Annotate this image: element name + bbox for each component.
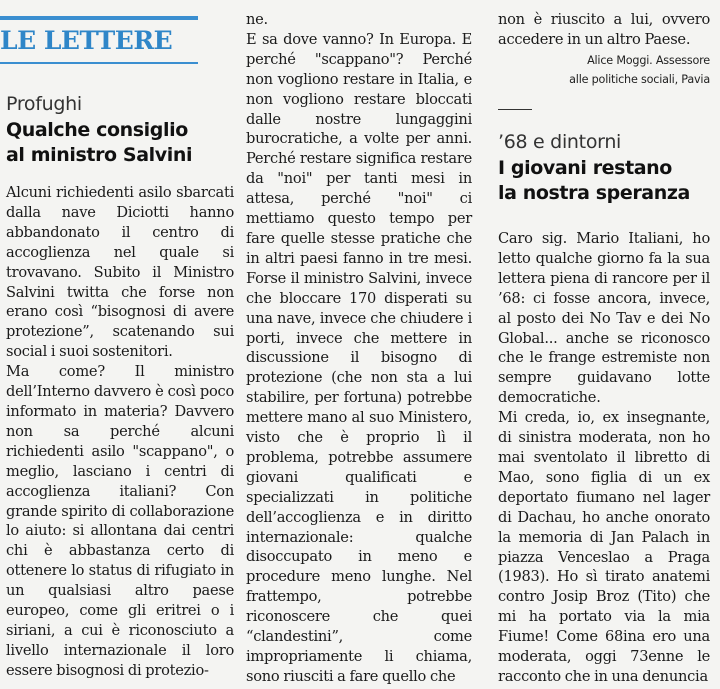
letter1-paragraph-2: Ma come? Il ministro dell’Interno davvero è così poco informato in materia? Davvero non sa perché alcuni richiedenti asilo "scappano", o meglio, lasciano i centri di accoglienza italiani? Con grande spirito di collaborazione lo aiuto: si allontana dai centri chi è abbastanza certo di ottenere lo status di rifugiato in un qualsiasi altro paese europeo, come gli eritrei o i siriani, a cui è riconosciuto a livello internazionale il loro essere bisognosi di protezio- xyxy=(6,363,234,679)
letter1-body-col1 xyxy=(6,183,234,681)
letter1-paragraph-1: Alcuni richiedenti asilo sbarcati dalla nave Diciotti hanno abbandonato il centro di accoglienza nel quale si trovavano. Subito il Ministro Salvini twitta che forse non erano così “bisognosi di avere protezione”, scatenando sui social i suoi sostenitori. xyxy=(6,184,234,361)
letter1-paragraph-2-end: ne. xyxy=(246,11,268,28)
letter1-kicker: Profughi xyxy=(6,93,82,115)
letter2-headline-line2: la nostra speranza xyxy=(498,182,690,204)
letter1-body-col2 xyxy=(246,10,472,687)
rubric-underline xyxy=(0,62,198,64)
letter2-paragraph-1: Caro sig. Mario Italiani, ho letto qualche giorno fa la sua lettera piena di rancore per il ’68: ci fosse ancora, invece, al posto dei No Tav e dei No Global... anche se riconosco che le frange estremiste non sempre guidavano lotte democratiche. xyxy=(498,230,710,407)
letter1-headline-line1: Qualche consiglio xyxy=(6,119,188,141)
letter2-headline xyxy=(498,156,690,206)
letter2-body xyxy=(498,229,710,687)
letter1-paragraph-3: E sa dove vanno? In Europa. E perché "scappano"? Perché non vogliono restare in Italia, e non vogliono restare bloccati dalle nostre lungaggini burocratiche, a volte per anni. Perché restare significa restare da "noi" per tanti mesi in attesa, perché "noi" ci mettiamo questo tempo per fare quelle stesse pratiche che in altri paesi fanno in tre mesi. Forse il ministro Salvini, invece che bloccare 170 disperati su una nave, invece che chiudere i porti, invece che mettere in discussione il bisogno di protezione (che non sta a lui stabilire, per fortuna) potrebbe mettere mano al suo Ministero, visto che è proprio lì il problema, potrebbe assumere giovani qualificati e specializzati in politiche dell’accoglienza e in diritto internazionale: qualche disoccupato in meno e procedure meno lunghe. Nel frattempo, potrebbe riconoscere che quei “clandestini”, come impropriamente li chiama, sono riusciti a fare quello che xyxy=(246,30,472,685)
letter1-headline-line2: al ministro Salvini xyxy=(6,144,193,166)
signature-role-2: alle politiche sociali, Pavia xyxy=(569,73,710,86)
letter2-headline-line1: I giovani restano xyxy=(498,157,672,179)
signature-name: Alice Moggi xyxy=(587,54,650,67)
letter2-kicker: ’68 e dintorni xyxy=(498,131,622,153)
letter1-paragraph-3-end: non è riuscito a lui, ovvero accedere in un altro Paese. xyxy=(498,11,710,48)
letter1-headline xyxy=(6,118,192,168)
rubric-top-bar xyxy=(0,16,198,20)
signature-role-1: . Assessore xyxy=(649,54,710,67)
letter1-signature xyxy=(569,51,710,89)
letter1-body-col3 xyxy=(498,10,710,50)
rubric-title: LE LETTERE xyxy=(0,26,173,55)
letter-separator xyxy=(498,109,532,110)
letter2-paragraph-2: Mi creda, io, ex insegnante, di sinistra moderata, non ho mai sventolato il libretto di Mao, sono figlia di un ex deportato fiumano nel lager di Dachau, ho anche onorato la memoria di Jan Palach in piazza Venceslao a Praga (1983). Ho sì tirato anatemi contro Josip Broz (Tito) che mi ha portato via la mia Fiume! Come 68ina ero una moderata, oggi 73enne le racconto che in una denuncia xyxy=(498,409,710,685)
